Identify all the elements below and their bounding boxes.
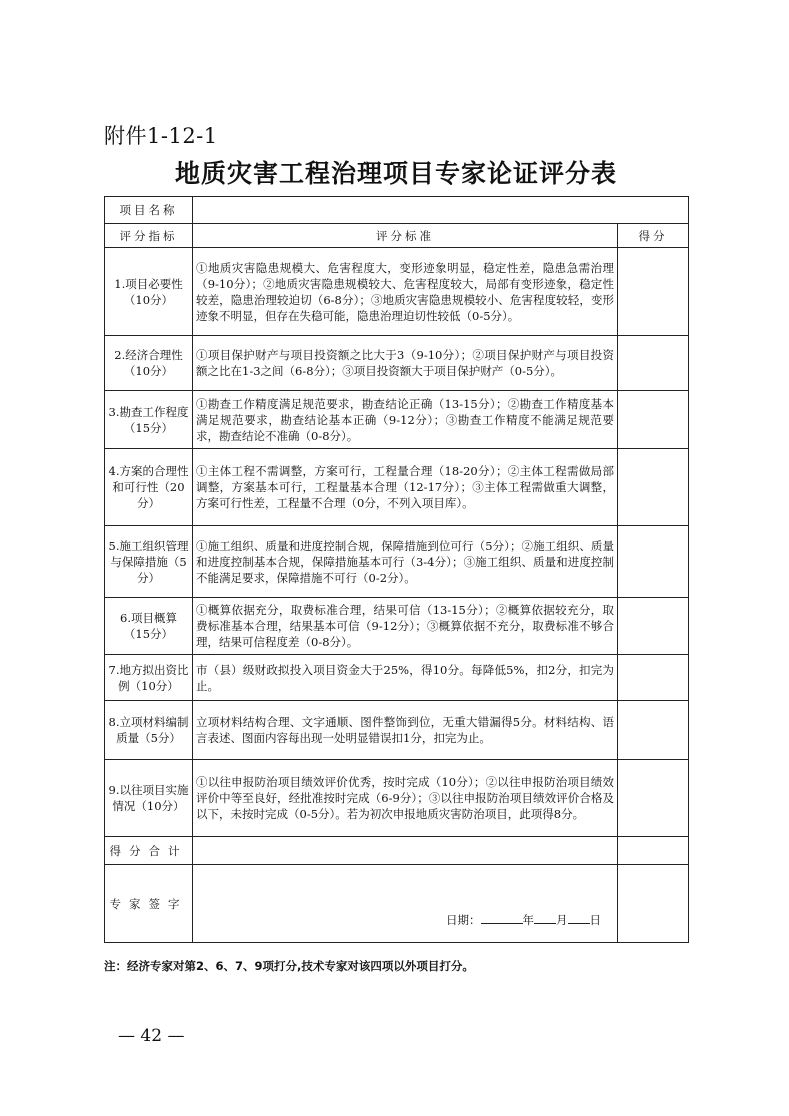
- indicator-cell: 1.项目必要性（10分）: [105, 248, 193, 336]
- header-row: [105, 224, 689, 248]
- project-name-input[interactable]: [193, 197, 689, 224]
- month-label: 月: [556, 913, 568, 927]
- criteria-cell: ①勘查工作精度满足规范要求，勘查结论正确（13-15分）；②勘查工作精度基本满足规范要求，勘查结论基本正确（9-12分）；③勘查工作精度不能满足规范要求，勘查结论不准确（0-8分）。: [193, 391, 618, 449]
- total-blank: [193, 837, 618, 865]
- year-blank[interactable]: [481, 911, 523, 924]
- page-title: 地质灾害工程治理项目专家论证评分表: [174, 159, 617, 188]
- signature-row: [105, 865, 689, 943]
- score-input[interactable]: [618, 336, 689, 391]
- table-row: [105, 598, 689, 655]
- indicator-cell: 2.经济合理性（10分）: [105, 336, 193, 391]
- indicator-cell: 8.立项材料编制质量（5分）: [105, 701, 193, 760]
- indicator-cell: 5.施工组织管理与保障措施（5分）: [105, 526, 193, 598]
- table-row: [105, 248, 689, 336]
- annex-label: 附件1-12-1: [104, 124, 218, 148]
- indicator-cell: 7.地方拟出资比例（10分）: [105, 655, 193, 701]
- indicator-cell: 6.项目概算（15分）: [105, 598, 193, 655]
- table-row: [105, 336, 689, 391]
- total-score-input[interactable]: [618, 837, 689, 865]
- header-criteria: 评分标准: [193, 224, 618, 248]
- day-blank[interactable]: [568, 911, 590, 924]
- project-name-row: [105, 197, 689, 224]
- footnote: 注：经济专家对第2、6、7、9项打分,技术专家对该四项以外项目打分。: [104, 959, 474, 973]
- total-row: [105, 837, 689, 865]
- criteria-cell: ①施工组织、质量和进度控制合规，保障措施到位可行（5分）；②施工组织、质量和进度控制基本合规，保障措施基本可行（3-4分）；③施工组织、质量和进度控制不能满足要求，保障措施不可行（0-2分）。: [193, 526, 618, 598]
- score-input[interactable]: [618, 655, 689, 701]
- score-input[interactable]: [618, 701, 689, 760]
- table-row: [105, 760, 689, 837]
- date-line: [196, 911, 601, 942]
- criteria-cell: ①地质灾害隐患规模大、危害程度大，变形迹象明显，稳定性差，隐患急需治理（9-10分）；②地质灾害隐患规模较大、危害程度较大，局部有变形迹象，稳定性较差，隐患治理较迫切（6-8分）；③地质灾害隐患规模较小、危害程度较轻，变形迹象不明显，但存在失稳可能，隐患治理迫切性较低（0-5分）。: [193, 248, 618, 336]
- table-row: [105, 449, 689, 526]
- header-indicator: 评分指标: [105, 224, 193, 248]
- page-number: — 42 —: [118, 1026, 185, 1046]
- score-input[interactable]: [618, 449, 689, 526]
- day-label: 日: [589, 913, 601, 927]
- score-input[interactable]: [618, 760, 689, 837]
- signature-score-cell: [618, 865, 689, 943]
- signature-area[interactable]: [193, 865, 618, 943]
- table-row: [105, 391, 689, 449]
- table-row: [105, 655, 689, 701]
- criteria-cell: ①概算依据充分，取费标准合理，结果可信（13-15分）；②概算依据较充分，取费标准基本合理，结果基本可信（9-12分）；③概算依据不充分，取费标准不够合理，结果可信程度差（0-8分）。: [193, 598, 618, 655]
- indicator-cell: 4.方案的合理性和可行性（20分）: [105, 449, 193, 526]
- total-label: 得分合计: [105, 837, 193, 865]
- table-row: [105, 701, 689, 760]
- score-input[interactable]: [618, 526, 689, 598]
- project-name-label: 项目名称: [105, 197, 193, 224]
- header-score: 得分: [618, 224, 689, 248]
- scoring-table: [104, 196, 689, 943]
- criteria-cell: ①项目保护财产与项目投资额之比大于3（9-10分）；②项目保护财产与项目投资额之比在1-3之间（6-8分）；③项目投资额大于项目保护财产（0-5分）。: [193, 336, 618, 391]
- month-blank[interactable]: [534, 911, 556, 924]
- criteria-cell: ①以往申报防治项目绩效评价优秀，按时完成（10分）；②以往申报防治项目绩效评价中等至良好，经批准按时完成（6-9分）；③以往申报防治项目绩效评价合格及以下，未按时完成（0-5分）。若为初次申报地质灾害防治项目，此项得8分。: [193, 760, 618, 837]
- table-row: [105, 526, 689, 598]
- criteria-cell: ①主体工程不需调整，方案可行，工程量合理（18-20分）；②主体工程需做局部调整，方案基本可行，工程量基本合理（12-17分）；③主体工程需做重大调整，方案可行性差，工程量不合理（0分，不列入项目库）。: [193, 449, 618, 526]
- indicator-cell: 9.以往项目实施情况（10分）: [105, 760, 193, 837]
- criteria-cell: 立项材料结构合理、文字通顺、图件整饰到位，无重大错漏得5分。材料结构、语言表述、图面内容每出现一处明显错误扣1分，扣完为止。: [193, 701, 618, 760]
- score-input[interactable]: [618, 391, 689, 449]
- signature-label: 专家签字: [105, 865, 193, 943]
- year-label: 年: [522, 913, 534, 927]
- score-input[interactable]: [618, 598, 689, 655]
- indicator-cell: 3.勘查工作程度（15分）: [105, 391, 193, 449]
- criteria-cell: 市（县）级财政拟投入项目资金大于25%，得10分。每降低5%，扣2分，扣完为止。: [193, 655, 618, 701]
- date-label: 日期：: [446, 913, 481, 927]
- score-input[interactable]: [618, 248, 689, 336]
